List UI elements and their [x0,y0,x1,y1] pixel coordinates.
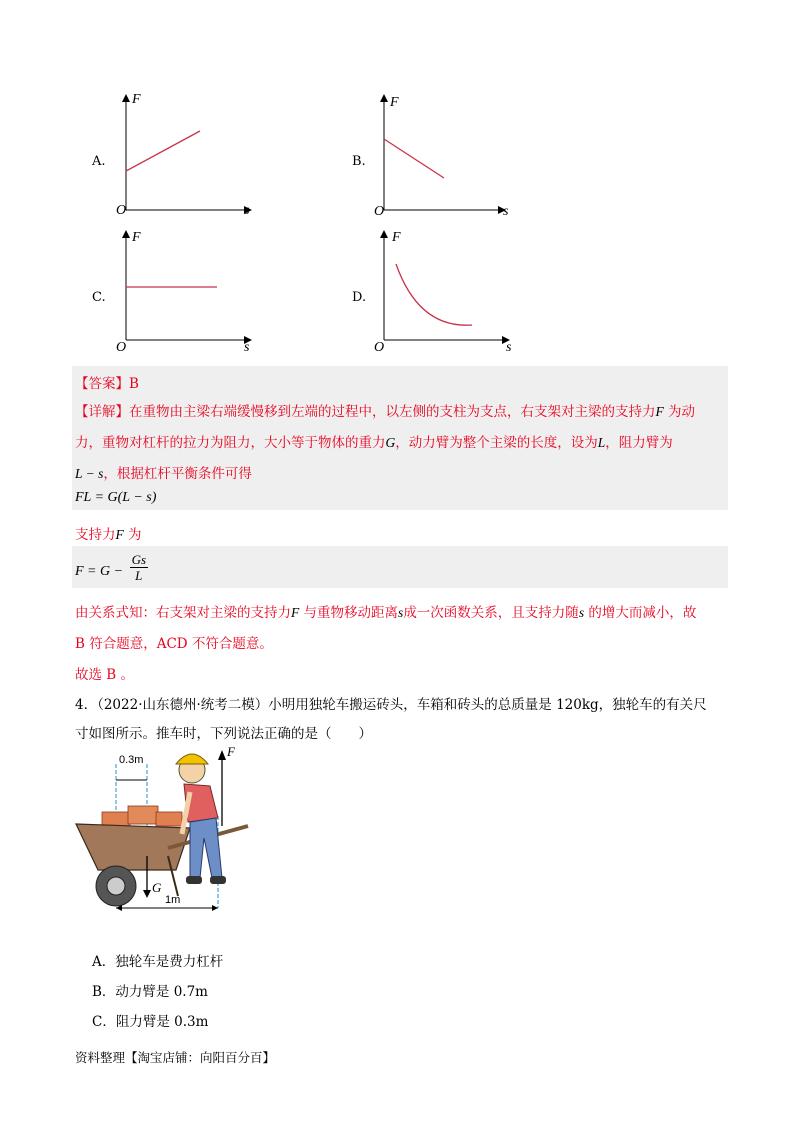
brick [102,812,130,826]
graph-d-origin: O [374,340,385,355]
fraction: $\frac{Gs}{L}$ [131,552,147,583]
graph-c-ylabel: F [132,230,141,245]
graph-c-xlabel: s [244,340,250,355]
choose-line: 故选 B 。 [75,667,135,683]
conclusion-line-1: 由关系式知：右支架对主梁的支持力F 与重物移动距离s成一次函数关系，且支持力随s 的增大而减小，故 [75,605,697,621]
choice-c[interactable]: C．阻力臂是 0.3m [92,1014,209,1030]
graph-d-ylabel: F [392,230,401,245]
wheelbarrow-figure [72,746,262,916]
brick [128,806,158,824]
answer-value: B [129,376,139,392]
graph-b-origin: O [374,204,385,219]
footer-note: 资料整理【淘宝店铺：向阳百分百】 [75,1050,276,1065]
option-c-letter: C. [92,290,106,305]
question-4-line-2: 寸如图所示。推车时，下列说法正确的是（ ） [75,726,372,742]
option-a-letter: A. [92,154,106,169]
graph-d [368,228,528,358]
graph-b-xlabel: s [503,204,509,219]
dim-arrowhead [212,905,218,911]
gravity-arrowhead [143,890,151,898]
graph-b-curve [384,139,444,178]
wheel-hub [107,877,125,895]
option-d-letter: D. [352,290,367,305]
equation-2-band [72,546,728,588]
graph-c [110,228,270,358]
equation-2: F = G − $\frac{Gs}{L}$ [75,552,147,583]
graph-b [368,92,528,222]
force-arrowhead [218,750,226,760]
force-label: F [227,744,235,759]
graph-a-xlabel: s [244,203,250,218]
graph-b-ylabel: F [390,95,399,110]
detail-label: 【详解】 [75,404,129,420]
conclusion-line-2: B 符合题意，ACD 不符合题意。 [75,636,273,652]
answer-line [75,372,139,392]
choice-b[interactable]: B．动力臂是 0.7m [92,984,208,1000]
graph-d-xlabel: s [506,340,512,355]
detail-line-3: L − s，根据杠杆平衡条件可得 [75,466,252,482]
person-jeans [190,818,222,878]
graph-a-origin: O [116,203,127,218]
support-force-line: 支持力F 为 [75,527,142,543]
equation-1: FL = G(L − s) [75,490,157,505]
answer-label: 【答案】 [75,376,129,392]
dim-0-3m-label: 0.3m [119,754,144,766]
hard-hat-icon [176,754,208,764]
detail-line-2: 力，重物对杠杆的拉力为阻力，大小等于物体的重力G，动力臂为整个主梁的长度，设为L，阻力臂为 [75,435,673,451]
gravity-label: G [152,880,162,895]
question-4-line-1: 4．（2022·山东德州·统考二模）小明用独轮车搬运砖头，车箱和砖头的总质量是 120kg，独轮车的有关尺 [75,697,707,713]
graph-c-origin: O [116,340,127,355]
option-b-letter: B. [352,154,366,169]
graph-d-curve [396,264,472,325]
dim-1m-label: 1m [165,894,181,906]
person-shoe [210,876,226,884]
choice-a[interactable]: A．独轮车是费力杠杆 [92,954,224,970]
graph-a-ylabel: F [132,92,141,107]
person-shoe [186,876,202,884]
graph-a-curve [126,131,200,171]
brick [156,812,182,826]
detail-line-1: 【详解】在重物由主梁右端缓慢移到左端的过程中，以左侧的支柱为支点，右支架对主梁的支持力F 为动 [75,404,696,420]
